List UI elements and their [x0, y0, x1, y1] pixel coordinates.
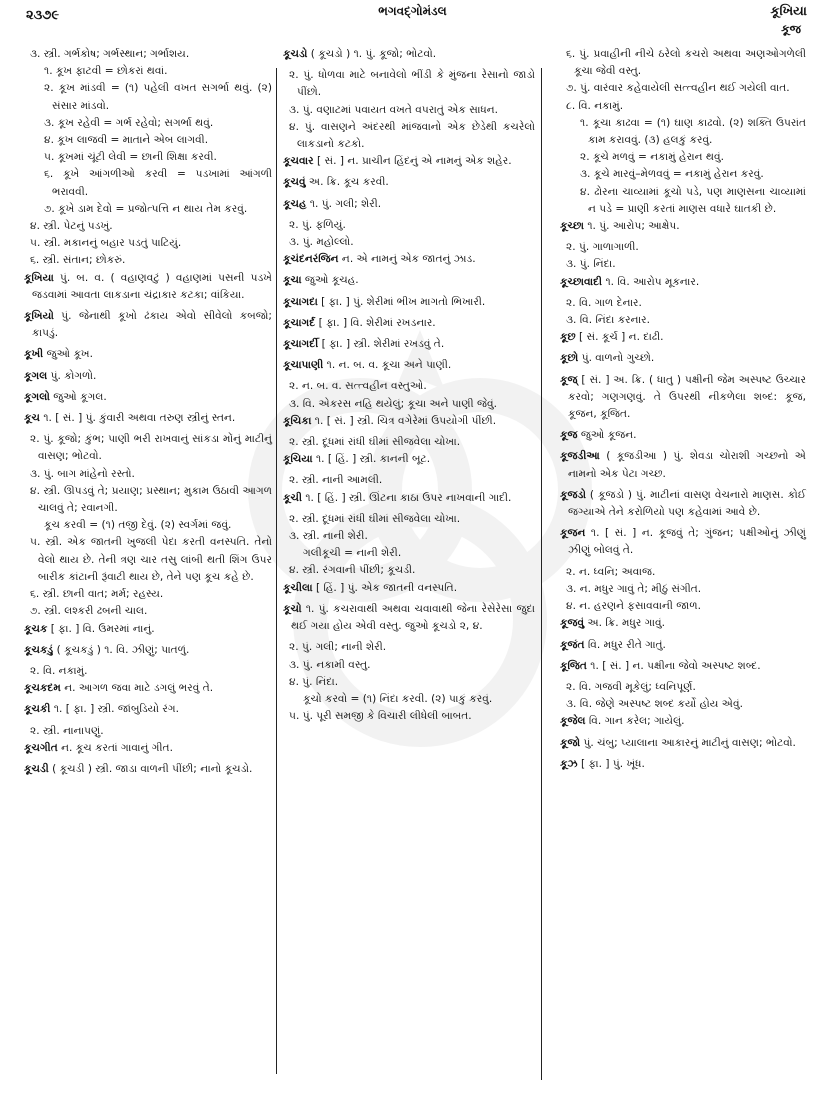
entry-sense: ૩. ન. મધુર ગાવું તે; મીઠું સંગીત.	[566, 582, 702, 595]
entry-definition: ૧. [ ફા. ] સ્ત્રી. જાંબુડિયો રંગ.	[50, 703, 179, 716]
entry-definition: ૧. ન. બ. વ. કૂચા અને પાણી.	[323, 359, 452, 372]
dictionary-entry	[283, 490, 535, 507]
dictionary-entry	[24, 346, 272, 363]
entry-sense: ૩. વિ. નિંદા કરનાર.	[566, 314, 650, 327]
entry-headword: કૂછો	[560, 352, 579, 365]
entry-headword: કૂચ	[24, 412, 40, 425]
entry-headword: કૂજો	[560, 736, 581, 749]
dictionary-entry	[24, 642, 272, 659]
entry-headword: કૂચગીત	[24, 741, 58, 754]
entry-headword: કૂજન	[560, 527, 586, 540]
entry-idiom: ૨. કૂખ માંડવી = (૧) પહેલી વખત સગર્ભા થવું. (૨) સંસાર માંડવો.	[44, 82, 272, 112]
dictionary-entry	[560, 756, 806, 773]
entry-sense: ૩. પું. વણાટમાં પવાયત વખતે વપરાતું એક સાધન.	[289, 103, 499, 116]
entry-definition: ૧. [ સં. ] ન. કૂજવું તે; ગુંજન; પક્ષીઓનું ઝીણું ઝીણું બોલવું તે.	[568, 527, 806, 557]
column-divider	[541, 68, 542, 1080]
entry-definition: જુઓ કૂચહ.	[301, 274, 359, 287]
dictionary-entry	[283, 357, 535, 374]
entry-definition: વિ. ગાન કરેલ; ગાયેલું.	[585, 715, 685, 728]
entry-definition: પું. જેનાથી કૂખો ઢંકાય એવો સીવેલો કબજો; કાપડું.	[32, 310, 272, 340]
entry-sense: ૨. સ્ત્રી. દૂધમાં રાંધી ઘીમાં સીજવેલા ચોખા.	[289, 436, 461, 449]
dictionary-entry	[560, 350, 806, 367]
entry-headword: કૂચો	[283, 602, 302, 615]
dictionary-entry	[283, 451, 535, 468]
dictionary-entry	[560, 713, 806, 730]
entry-sense: ૩. પું. મહોલ્લો.	[289, 236, 354, 249]
entry-headword: કૂખિયા	[24, 271, 54, 284]
entry-definition: ૧. પું. ગલી; શેરી.	[306, 197, 382, 210]
entry-idiom: ગલીકૂચી = નાની શેરી.	[303, 547, 402, 560]
entry-sense: ૨. ન. બ. વ. સત્ત્વહીન વસ્તુઓ.	[289, 380, 427, 393]
dictionary-entry	[283, 153, 535, 170]
entry-headword: કૂચવાર	[283, 155, 314, 168]
running-title: ભગવદ્ગોમંડલ	[378, 4, 447, 18]
entry-headword: કૂજ	[560, 429, 578, 442]
entry-idiom: ૪. કૂખ લાજવી = માતાને એબ લાગવી.	[44, 134, 209, 147]
entry-sense: ૨. પું. કૂજો; કુંભ; પાણી ભરી રાખવાનું સાંકડા મોંનું માટીનું વાસણ; ભોટવો.	[30, 433, 272, 463]
entry-sense: ૨. સ્ત્રી. નાની આમલી.	[289, 474, 383, 487]
entry-sense: ૨. પું. ગલી; નાની શેરી.	[289, 641, 387, 654]
dictionary-entry	[24, 368, 272, 385]
entry-idiom: ૭. કૂખે ડામ દેવો = પ્રજોત્પત્તિ ન થાય તેમ કરવું.	[44, 202, 248, 215]
entry-sense: ૨. વિ. ગાળ દેનાર.	[566, 296, 642, 309]
entry-definition: ( કૂજડીઆ ) પું. શેવડા ચોરાશી ગચ્છનો એ નામનો એક પેટા ગચ્છ.	[568, 450, 806, 480]
entry-definition: [ ફા. ] સ્ત્રી. શેરીમાં રખડવું તે.	[318, 338, 445, 351]
entry-sense: ૭. પું. વારંવાર કહેવાયેલી સત્ત્વહીન થઈ ગયેલી વાત.	[566, 82, 790, 95]
dictionary-entry	[24, 761, 272, 778]
entry-definition: જુઓ કૂખ.	[43, 348, 94, 361]
dictionary-entry	[560, 735, 806, 752]
entry-definition: ૧. [ સં. ] ન. પક્ષીના જેવો અસ્પષ્ટ શબ્દ.	[586, 659, 761, 672]
dictionary-entry	[560, 427, 806, 444]
dictionary-column-3	[560, 46, 806, 1084]
entry-definition: ન. એ નામનું એક જાતનું ઝાડ.	[338, 253, 476, 266]
entry-sense: ૨. સ્ત્રી. નાનાપણું.	[30, 724, 104, 737]
entry-idiom: કૂચો કરવો = (૧) નિંદા કરવી. (૨) પાકું કરવું.	[303, 692, 493, 705]
entry-definition: ૧. પું. કચરાવાથી અથવા ચવાવાથી જેના રેસેરેસા જુદા થઈ ગયા હોય એવી વસ્તુ. જુઓ કૂચડો ૨, ૪.	[291, 602, 535, 633]
entry-idiom: ૪. ઢોરના ચાવ્યામાં કૂચો પડે, પણ માણસના ચાવ્યામાં ન પડે = પ્રાણી કરતાં માણસ વધારે ઘાતકી છે.	[580, 185, 806, 215]
entry-idiom: કૂચ કરવી = (૧) તજી દેવું. (૨) સ્વર્ગમાં જવું.	[44, 519, 232, 532]
dictionary-entry	[24, 410, 272, 427]
entry-definition: પું. ચંબુ; પ્યાલાના આકારનું માટીનું વાસણ; ભોટવો.	[580, 736, 796, 749]
entry-headword: કૂચાગદા	[283, 295, 318, 308]
dictionary-entry	[24, 308, 272, 342]
dictionary-entry	[283, 174, 535, 191]
entry-headword: કૂજેલ	[560, 715, 586, 728]
dictionary-entry	[24, 621, 272, 638]
dictionary-entry	[560, 525, 806, 559]
dictionary-entry	[24, 389, 272, 406]
dictionary-entry	[24, 740, 272, 757]
entry-definition: ૧. [ સં. ] સ્ત્રી. ચિત્ર વગેરેમાં ઉપયોગી પીંછી.	[311, 414, 497, 427]
entry-definition: [ ફા. ] પું. ખૂંધ.	[577, 757, 645, 770]
entry-headword: કૂચિયા	[283, 453, 313, 466]
entry-headword: કૂચ્છાવાદી	[560, 275, 603, 288]
entry-headword: કૂજડો	[560, 488, 586, 501]
page-header	[0, 0, 825, 40]
entry-idiom: ૬. કૂખે આંગળીઓ કરવી = પડખામાં આંગળી ભરાવવી.	[44, 168, 272, 198]
entry-sense: ૨. વિ. ગજવી મૂકેલું; ધ્વનિપૂર્ણ.	[566, 680, 696, 693]
entry-headword: કૂચહ	[283, 197, 307, 210]
entry-sense: ૨. પું. ફળિયું.	[289, 218, 346, 231]
guide-word-last: કૂજ	[781, 22, 801, 36]
dictionary-entry	[560, 637, 806, 654]
entry-headword: કૂજ્	[560, 373, 578, 386]
dictionary-entry	[283, 315, 535, 332]
entry-headword: કૂચ્છા	[560, 220, 584, 233]
entry-headword: કૂચડો	[283, 48, 308, 60]
entry-idiom: ૫. કૂખમાં ચૂંટી લેવી = છાની શિક્ષા કરવી.	[44, 151, 217, 164]
entry-definition: ૧. પું. આરોપ; આક્ષેપ.	[583, 220, 680, 233]
entry-definition: અ. ક્રિ. મધુર ગાવું.	[584, 617, 665, 630]
entry-definition: અ. ક્રિ. કૂચ કરવી.	[305, 176, 389, 189]
dictionary-entry	[283, 601, 535, 635]
entry-sense: ૪. ન. હરણને ફસાવવાની જાળ.	[566, 600, 701, 613]
entry-headword: કૂચાપાણી	[283, 359, 324, 372]
entry-sense: ૫. પું. પૂરી સમજી કે વિચારી લીધેલી બાબત.	[289, 710, 472, 723]
entry-definition: ( કૂચડો ) ૧. પું. કૂજો; ભોટવો.	[307, 48, 437, 60]
dictionary-entry	[24, 701, 272, 718]
dictionary-entry	[560, 487, 806, 521]
entry-headword: કૂચકડું	[24, 643, 54, 656]
dictionary-entry	[283, 413, 535, 430]
dictionary-entry	[560, 218, 806, 235]
entry-sense: ૩. પું. નિંદા.	[566, 258, 616, 271]
entry-headword: કૂચીલા	[283, 581, 313, 594]
entry-idiom: ૧. કૂખ ફાટવી = છોકરાં થવાં.	[44, 65, 168, 78]
dictionary-entry	[560, 448, 806, 482]
entry-sense: ૭. સ્ત્રી. લશ્કરી ઢબની ચાલ.	[30, 605, 148, 618]
entry-definition: [ ફા. ] પું. શેરીમાં ભીખ માગતો ભિખારી.	[317, 295, 486, 308]
entry-headword: કૂચવું	[283, 176, 306, 189]
entry-definition: જુઓ કૂગલ.	[49, 390, 107, 403]
entry-headword: કૂજવું	[560, 617, 585, 630]
dictionary-entry	[560, 658, 806, 675]
entry-sense: ૫. સ્ત્રી. એક જાતની ખુજલી પેદા કરતી વનસ્પતિ. તેનો વેલો થાય છે. તેની ત્રણ ચાર તસુ લાંબી થતી શિંગ ઉપર બારીક કાંટાની રૂંવાટી થાય છે, તેને પણ કૂચ કહે છે.	[30, 536, 272, 583]
dictionary-entry	[283, 580, 535, 597]
dictionary-entry	[283, 294, 535, 311]
entry-idiom: ૧. કૂચા કાઢવા = (૧) ઘાણ કાઢવો. (૨) શક્તિ ઉપરાંત કામ કરાવવું. (૩) હલકું કરવું.	[580, 116, 806, 147]
entry-sense: ૪. પું. નિંદા.	[289, 675, 339, 688]
entry-headword: કૂખી	[24, 348, 44, 361]
dictionary-entry	[560, 372, 806, 424]
entry-sense: ૩. વિ. જેણે અસ્પષ્ટ શબ્દ કર્યો હોય એવું.	[566, 698, 743, 711]
entry-sense: ૬. સ્ત્રી. સંતાન; છોકરું.	[30, 254, 126, 267]
dictionary-entry	[283, 196, 535, 213]
entry-definition: ૧. [ સં. ] પું. કુંવારી અથવા તરુણ સ્ત્રીનું સ્તન.	[39, 412, 236, 425]
entry-definition: ૧. વિ. આરોપ મૂકનાર.	[602, 275, 700, 288]
entry-headword: કૂચાગર્દ	[283, 316, 316, 329]
dictionary-entry	[560, 329, 806, 346]
entry-headword: કૂચિકા	[283, 414, 312, 427]
entry-headword: કૂછ	[560, 331, 576, 344]
dictionary-entry	[283, 336, 535, 353]
entry-definition: પું. વાળનો ગુચ્છો.	[578, 352, 655, 365]
dictionary-entry	[283, 251, 535, 268]
entry-sense: ૨. વિ. નકામું.	[30, 664, 88, 677]
dictionary-column-1	[24, 46, 272, 1084]
entry-sense: ૩. વિ. એકરસ નહિ થયેલું; કૂચા અને પાણી જેવું.	[289, 397, 497, 410]
guide-word-first: કૂખિયા	[770, 4, 807, 19]
entry-headword: કૂચી	[283, 491, 302, 504]
entry-sense: ૩. સ્ત્રી. નાની શેરી.	[289, 530, 368, 543]
entry-definition: ( કૂચડી ) સ્ત્રી. જાડા વાળની પીંછી; નાનો કૂચડો.	[48, 762, 253, 775]
entry-sense: ૨. ન. ધ્વનિ; અવાજ.	[566, 565, 656, 578]
dictionary-entry	[560, 274, 806, 291]
entry-sense: ૨. પું. ધોળવા માટે બનાવેલો ભીંડી કે મુંજના રેસાનો જાડો પીંછો.	[289, 69, 535, 99]
entry-sense: ૩. પું. બાગ માંહેનો રસ્તો.	[30, 467, 135, 480]
entry-idiom: ૩. કૂખ રહેવી = ગર્ભ રહેવો; સગર્ભા થવું.	[44, 116, 214, 129]
entry-sense: ૫. સ્ત્રી. મકાનનું બહાર પડતું પાટિયું.	[30, 237, 182, 250]
entry-sense: ૨. સ્ત્રી. દૂધમાં રાંધી ઘીમાં સીજવેલા ચોખા.	[289, 512, 461, 525]
entry-sense: ૨. પું. ગાળાગાળી.	[566, 241, 639, 254]
entry-headword: કૂચકી	[24, 703, 51, 716]
entry-definition: [ ફા. ] વિ. ઉમરમાં નાનું.	[47, 622, 155, 635]
entry-idiom: ૨. કૂચે મળવું = નકામું હેરાન થવું.	[580, 151, 724, 164]
entry-headword: કૂખિયો	[24, 310, 54, 323]
dictionary-column-2	[283, 46, 535, 1084]
entry-headword: કૂજિત	[560, 659, 587, 672]
entry-definition: [ સં. ] ન. પ્રાચીન હિંદનું એ નામનું એક શહેર.	[313, 155, 512, 168]
dictionary-entry	[283, 46, 535, 63]
entry-sense: ૩. પું. નકામી વસ્તુ.	[289, 658, 371, 671]
entry-sense: ૮. વિ. નકામું.	[566, 99, 624, 112]
entry-headword: કૂચડી	[24, 762, 49, 775]
entry-sense: ૬. પું. પ્રવાહીની નીચે ઠરેલો કચરો અથવા અણઓગળેલી કૂચા જેવી વસ્તુ.	[566, 48, 806, 78]
entry-definition: ( કૂજડો ) પું. માટીનાં વાસણ વેચનારો માણસ. કોઈ જગ્યાએ તેને કરોળિયો પણ કહેવામાં આવે છે.	[568, 488, 806, 519]
entry-definition: [ ફા. ] વિ. શેરીમાં રખડનાર.	[315, 316, 436, 329]
entry-headword: કૂગલ	[24, 369, 48, 382]
entry-definition: ૧. [ હિં. ] સ્ત્રી. ઊંટના કાઠા ઉપર નાખવાની ગાદી.	[301, 491, 512, 504]
entry-sense: ૬. સ્ત્રી. છાની વાત; મર્મ; રહસ્ય.	[30, 588, 164, 601]
entry-sense: ૪. સ્ત્રી. રંગવાની પીંછી; કૂચડી.	[289, 564, 416, 577]
entry-definition: ૧. [ હિં. ] સ્ત્રી. કાનની બૂટ.	[312, 453, 431, 466]
entry-headword: કૂચક	[24, 622, 48, 635]
entry-definition: જુઓ કૂજન.	[577, 429, 637, 442]
entry-definition: [ સં. કૂર્ચ ] ન. દાઢી.	[575, 331, 664, 344]
entry-sense: ૩. સ્ત્રી. ગર્ભકોષ; ગર્ભસ્થાન; ગર્ભાશય.	[30, 48, 190, 60]
entry-headword: કૂચકદમ	[24, 682, 61, 695]
entry-definition: વિ. મધુર રીતે ગાતું.	[584, 638, 666, 651]
entry-definition: પું. કોગળો.	[47, 369, 97, 382]
entry-headword: કૂચા	[283, 274, 302, 287]
entry-definition: [ સં. ] અ. ક્રિ. ( ધાતુ ) પક્ષીની જેમ અસ્પષ્ટ ઉચ્ચાર કરવો; ગણગણવું. તે ઉપરથી નીકળેલા શબ્દ: કૂજ, કૂજન, કૂજિત.	[568, 373, 806, 421]
entry-sense: ૪. પું. વાસણને અંદરથી માંજવાનો એક છેડેથી કચરેલો લાકડાનો કટકો.	[289, 120, 535, 151]
entry-headword: કૂઝ	[560, 757, 578, 770]
dictionary-entry	[560, 615, 806, 632]
dictionary-entry	[24, 680, 272, 697]
entry-headword: કૂચાગર્દી	[283, 338, 319, 351]
entry-sense: ૪. સ્ત્રી. પેટનું પડખું.	[30, 220, 113, 233]
entry-headword: કૂચંદનરંજિન	[283, 253, 339, 266]
entry-definition: ન. આગળ જવા માટે ડગલું ભરવું તે.	[60, 682, 214, 695]
page-number: ૨૩૭૯	[26, 8, 60, 23]
entry-definition: [ હિં. ] પું. એક જાતની વનસ્પતિ.	[312, 581, 458, 594]
dictionary-entry	[283, 272, 535, 289]
entry-definition: ન. કૂચ કરતાં ગાવાનું ગીત.	[57, 741, 173, 754]
entry-definition: પું. બ. વ. ( વહાણવટું ) વહાણમાં પસની પડખે જડવામાં આવતા લાકડાના ચંદ્રાકાર કટકા; વાંકિયા.	[32, 271, 272, 301]
column-divider	[276, 68, 277, 1074]
entry-definition: ( કૂચકડું ) ૧. વિ. ઝીણું; પાતળું.	[53, 643, 190, 656]
dictionary-entry	[24, 270, 272, 304]
entry-sense: ૪. સ્ત્રી. ઊપડવું તે; પ્રયાણ; પ્રસ્થાન; મુકામ ઉઠાવી આગળ ચાલવું તે; રવાનગી.	[30, 484, 272, 515]
entry-headword: કૂજંત	[560, 638, 585, 651]
entry-idiom: ૩. કૂચે મારવું–મેળવવું = નકામું હેરાન કરવું.	[580, 168, 764, 181]
entry-headword: કૂજડીઆ	[560, 450, 600, 463]
entry-headword: કૂગલો	[24, 390, 50, 403]
